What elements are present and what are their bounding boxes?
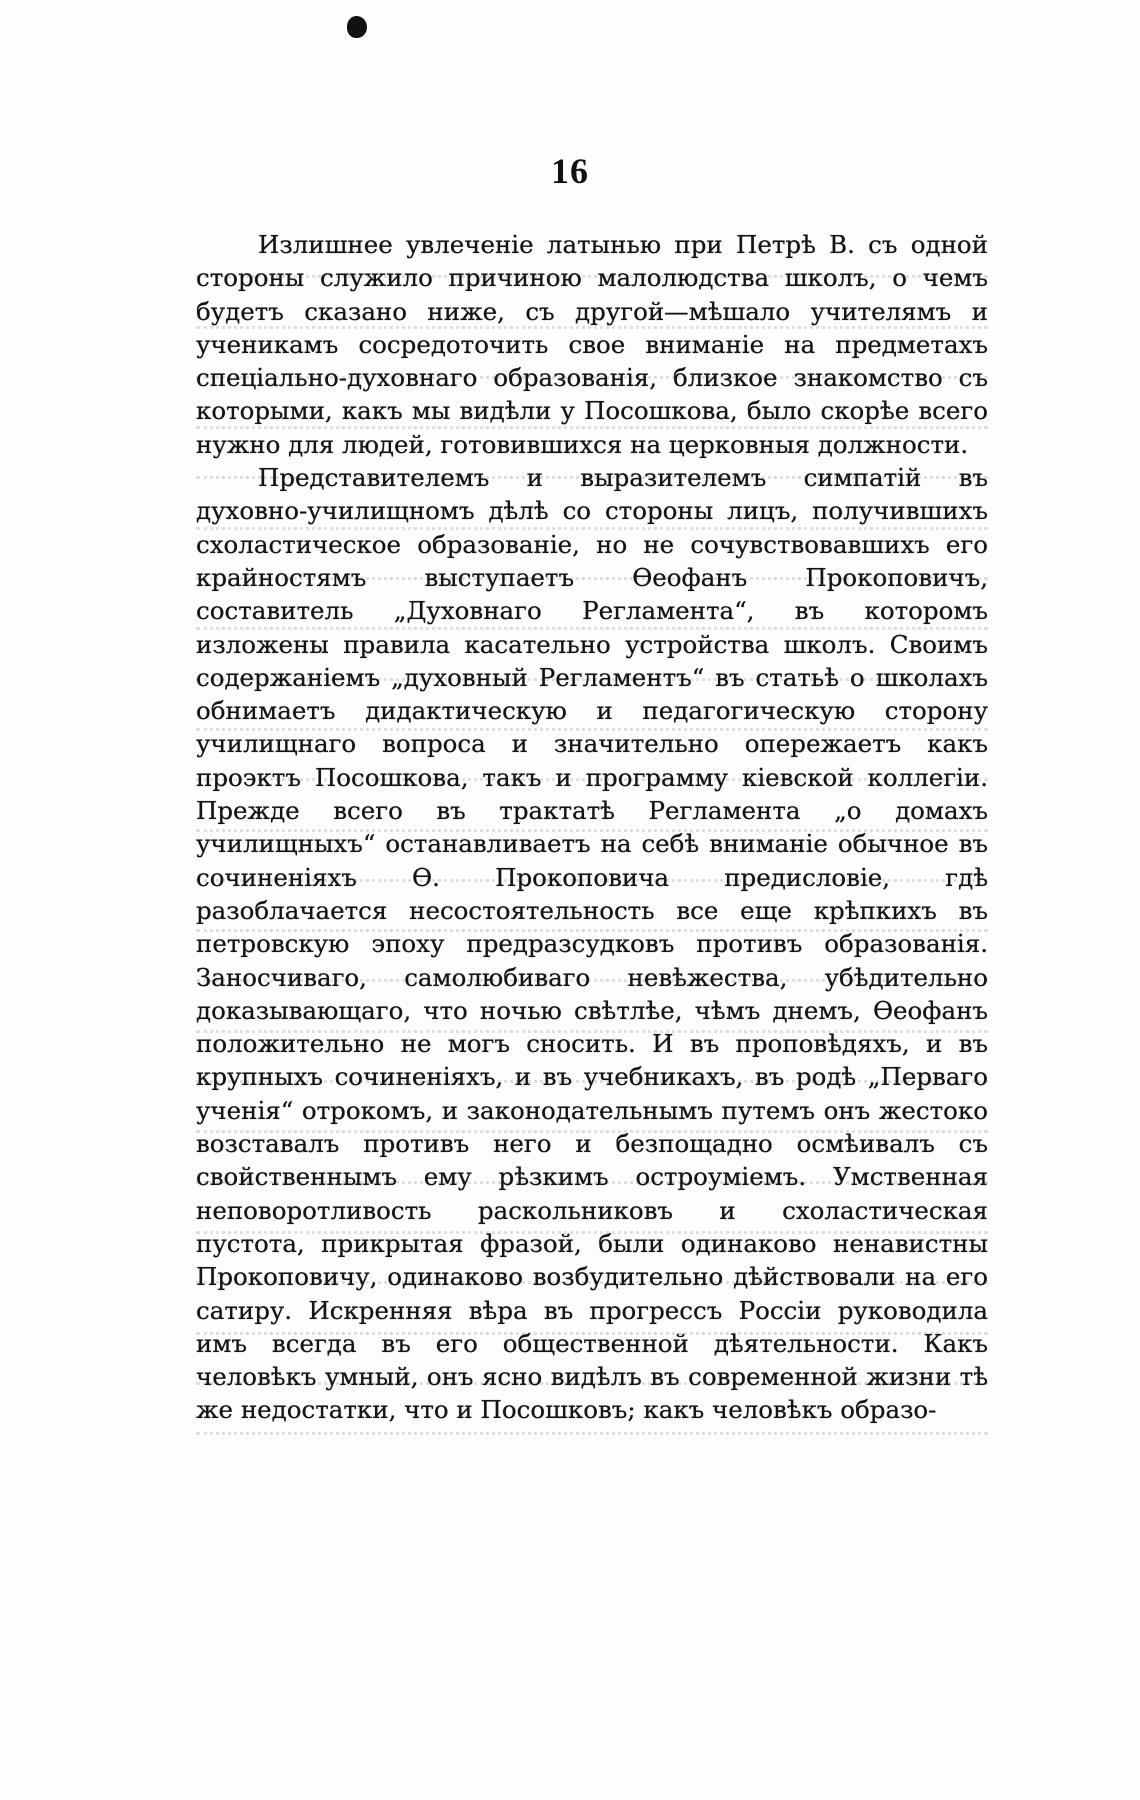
ink-blot-mark bbox=[347, 16, 367, 38]
paragraph-2: Представителемъ и выразителемъ симпатій въ духовно-училищномъ дѣлѣ со стороны лицъ, получившихъ схоластическое образованіе, но не сочувствовавшихъ его крайностямъ выступаетъ Ѳеофанъ Прокоповичъ, составитель „Духовнаго Регламента“, въ которомъ изложены правила касательно устройства школъ. Своимъ содержаніемъ „духовный Регламентъ“ въ статьѣ о школахъ обнимаетъ дидактическую и педагогическую сторону училищнаго вопроса и значительно опережаетъ какъ проэктъ Посошкова, такъ и программу кіевской коллегіи. Прежде всего въ трактатѣ Регламента „о домахъ училищныхъ“ останавливаетъ на себѣ вниманіе обычное въ сочиненіяхъ Ѳ. Прокоповича предисловіе, гдѣ разоблачается несостоятельность все еще крѣпкихъ въ петровскую эпоху предразсудковъ противъ образованія. Заносчиваго, самолюбиваго невѣжества, убѣдительно доказывающаго, что ночью свѣтлѣе, чѣмъ днемъ, Ѳеофанъ положительно не могъ сносить. И въ проповѣдяхъ, и въ крупныхъ сочиненіяхъ, и въ учебникахъ, въ родѣ „Перваго ученія“ отрокомъ, и законодательнымъ путемъ онъ жестоко возставалъ противъ него и безпощадно осмѣивалъ съ свойственнымъ ему рѣзкимъ остроуміемъ. Умственная неповоротливость раскольниковъ и схоластическая пустота, прикрытая фразой, были одинаково ненавистны Прокоповичу, одинаково возбудительно дѣйствовали на его сатиру. Искренняя вѣра въ прогрессъ Россіи руководила имъ всегда въ его общественной дѣятельности. Какъ человѣкъ умный, онъ ясно видѣлъ въ современной жизни тѣ же недостатки, что и Посошковъ; какъ человѣкъ образо- bbox=[196, 463, 988, 1425]
paragraph-1: Излишнее увлеченіе латынью при Петрѣ В. съ одной стороны служило причиною малолюдства школъ, о чемъ будетъ сказано ниже, съ другой—мѣшало учителямъ и ученикамъ сосредоточить свое вниманіе на предметахъ спеціально-духовнаго образованія, близкое знакомство съ которыми, какъ мы видѣли у Посошкова, было скорѣе всего нужно для людей, готовившихся на церковныя должности. bbox=[196, 230, 988, 459]
page-number: 16 bbox=[551, 151, 589, 191]
body-text bbox=[196, 228, 988, 1427]
